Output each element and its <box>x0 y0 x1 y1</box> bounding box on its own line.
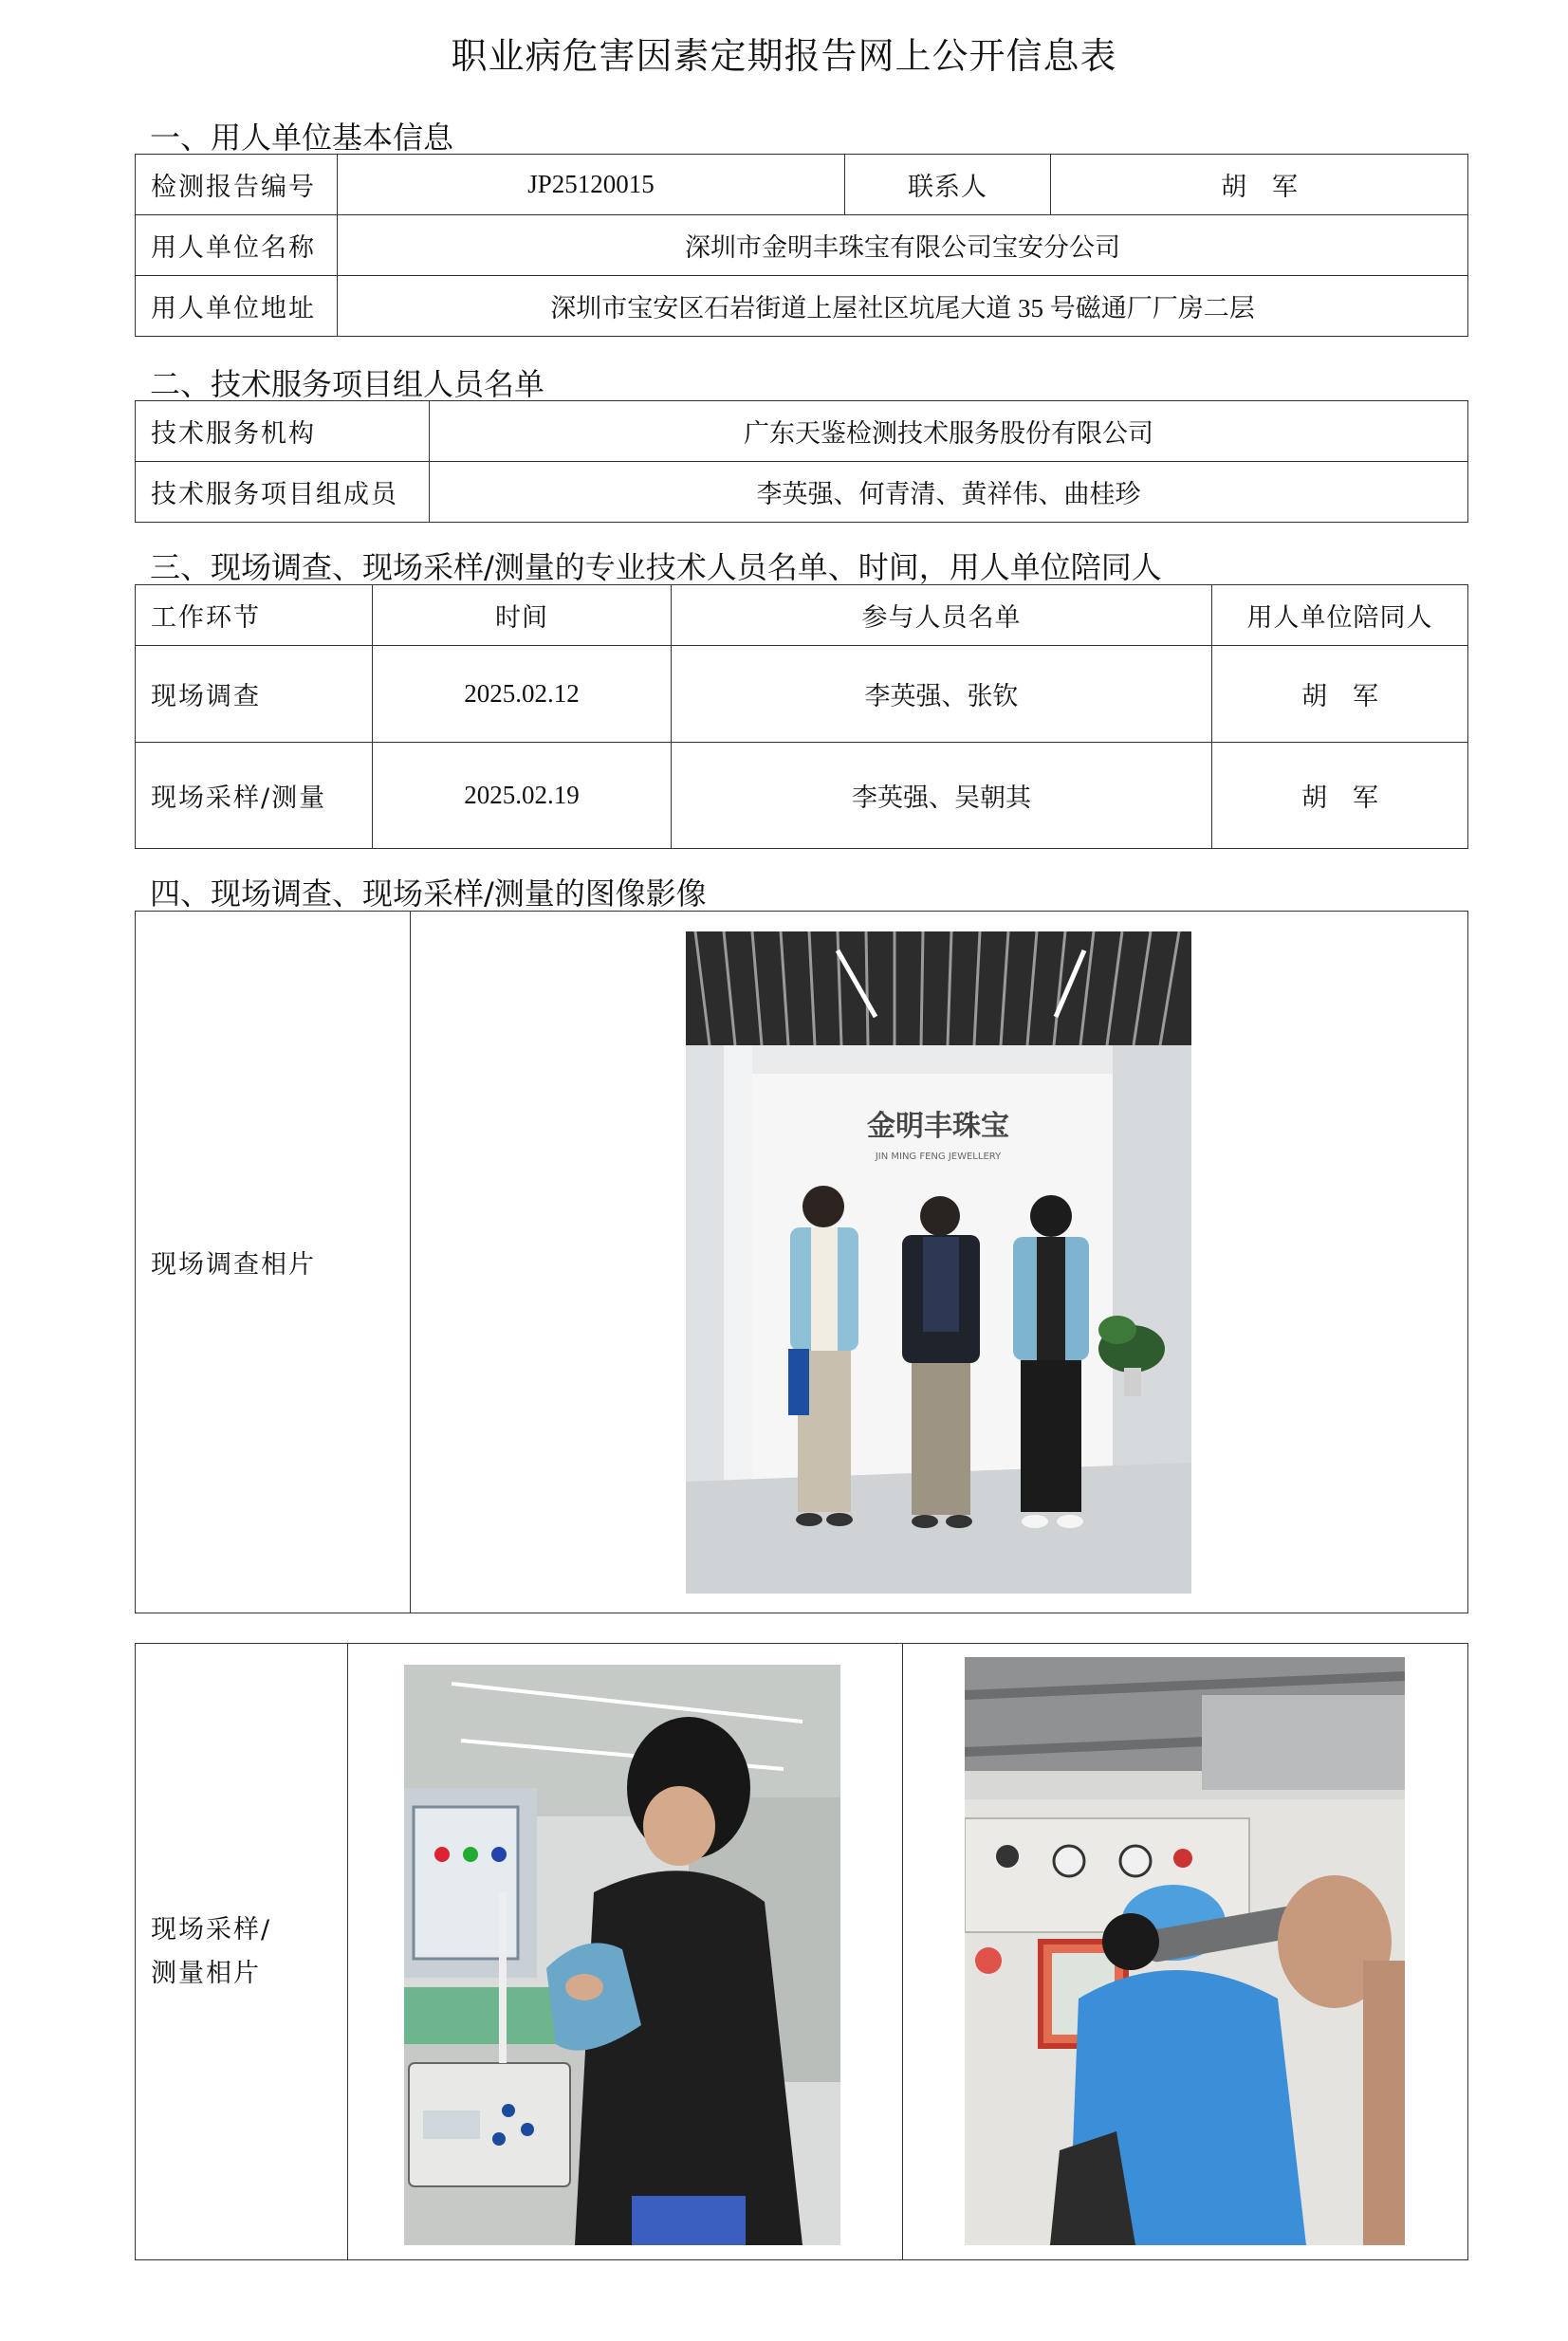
org-value: 广东天鉴检测技术服务股份有限公司 <box>430 401 1468 462</box>
unit-addr-value: 深圳市宝安区石岩街道上屋社区坑尾大道 35 号磁通厂厂房二层 <box>338 276 1468 337</box>
sampling-photo-label <box>136 1644 348 2260</box>
section2-heading: 二、技术服务项目组人员名单 <box>150 366 545 402</box>
members-value: 李英强、何青清、黄祥伟、曲桂珍 <box>430 462 1468 523</box>
sampling-photo-1-image <box>404 1665 840 2245</box>
header-stage: 工作环节 <box>136 585 373 646</box>
sampling-photo-label-line2: 测量相片 <box>151 1958 261 1988</box>
stage-cell: 现场采样/测量 <box>136 743 373 849</box>
stage-cell: 现场调查 <box>136 646 373 743</box>
unit-name-label: 用人单位名称 <box>136 215 338 276</box>
header-time: 时间 <box>373 585 672 646</box>
org-label: 技术服务机构 <box>136 401 430 462</box>
unit-name-value: 深圳市金明丰珠宝有限公司宝安分公司 <box>338 215 1468 276</box>
sampling-photo-1 <box>404 1665 840 2245</box>
report-no-label: 检测报告编号 <box>136 155 338 215</box>
contact-value: 胡 军 <box>1051 155 1468 215</box>
sampling-photo-label-line1: 现场采样/ <box>151 1914 272 1945</box>
sampling-photo-2-image <box>965 1657 1405 2245</box>
date-cell: 2025.02.19 <box>373 743 672 849</box>
company-sign-subtext: JIN MING FENG JEWELLERY <box>875 1152 1002 1162</box>
team-table <box>135 400 1468 523</box>
header-people: 参与人员名单 <box>672 585 1212 646</box>
date-cell: 2025.02.12 <box>373 646 672 743</box>
survey-photo-image <box>686 931 1191 1594</box>
members-label: 技术服务项目组成员 <box>136 462 430 523</box>
header-escort: 用人单位陪同人 <box>1212 585 1468 646</box>
table-row <box>136 646 1468 743</box>
escort-cell: 胡 军 <box>1212 646 1468 743</box>
contact-label: 联系人 <box>845 155 1051 215</box>
people-cell: 李英强、张钦 <box>672 646 1212 743</box>
section1-heading: 一、用人单位基本信息 <box>150 120 454 156</box>
table-row <box>136 743 1468 849</box>
section3-heading: 三、现场调查、现场采样/测量的专业技术人员名单、时间，用人单位陪同人 <box>150 549 1162 585</box>
unit-addr-label: 用人单位地址 <box>136 276 338 337</box>
company-sign-text: 金明丰珠宝 <box>867 1110 1009 1143</box>
survey-photo-label: 现场调查相片 <box>136 912 411 1613</box>
survey-photo <box>686 931 1191 1594</box>
page-title: 职业病危害因素定期报告网上公开信息表 <box>451 35 1117 77</box>
section4-heading: 四、现场调查、现场采样/测量的图像影像 <box>150 876 707 912</box>
basic-info-table <box>135 154 1468 337</box>
site-work-table <box>135 584 1468 849</box>
people-cell: 李英强、吴朝其 <box>672 743 1212 849</box>
escort-cell: 胡 军 <box>1212 743 1468 849</box>
report-no-value: JP25120015 <box>338 155 845 215</box>
sampling-photo-2 <box>965 1657 1405 2245</box>
